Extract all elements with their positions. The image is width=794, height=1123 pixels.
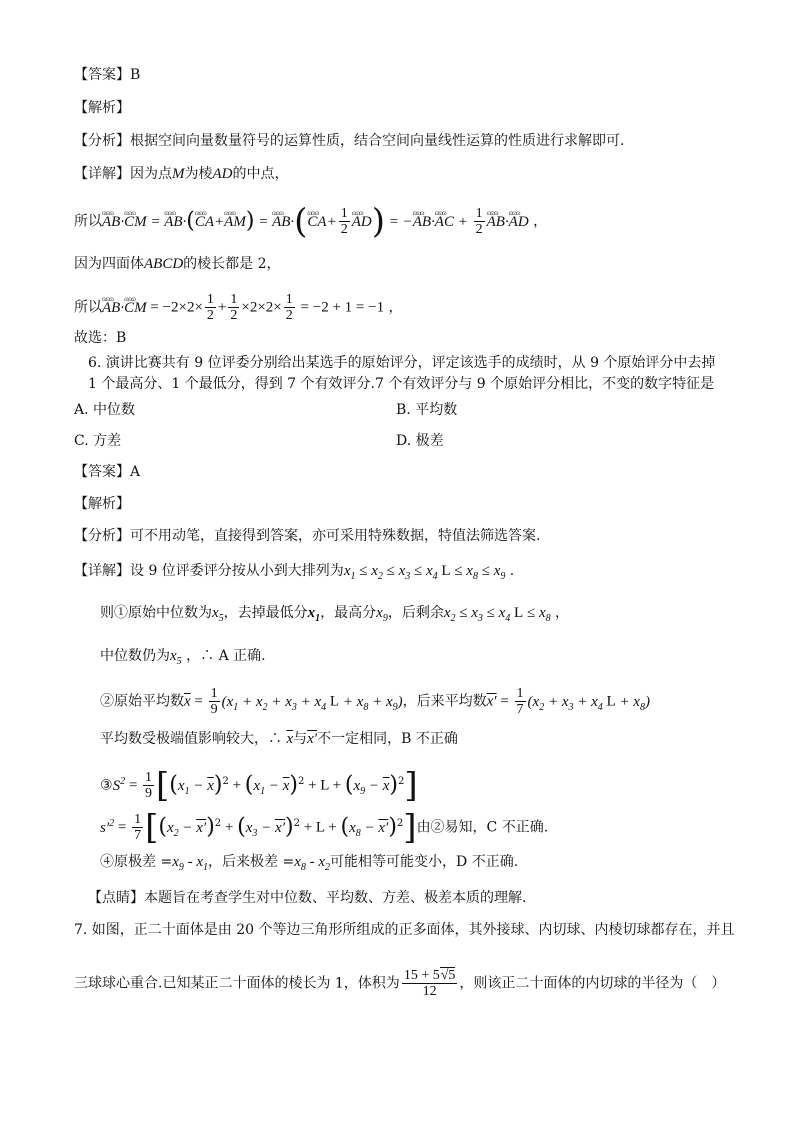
q6-option-a: A. 中位数 (74, 402, 136, 418)
q5-answer: 【答案】B (74, 67, 141, 83)
q6-variance-original: $③S^2$ = $\frac{1}{9}$ $[(x_1 - \overline{x})^2 + (x_1 - \overline{x})^2 + L + (x_9 - \overline{x})^2]$ (100, 765, 418, 806)
q6-stem-line1: 6. 演讲比赛共有 9 位评委分别给出某选手的原始评分，评定该选手的成绩时，从 9 个原始评分中去掉 (88, 355, 716, 371)
q5-detail: 【详解】因为点M为棱AD的中点， (74, 166, 289, 182)
q6-stem-line2: 1 个最高分、1 个最低分，得到 7 个有效评分.7 个有效评分与 9 个原始评分相比，不变的数字特征是 (88, 376, 715, 392)
q5-conclusion: 故选：B (74, 330, 127, 346)
q7-stem-line2: 三球球心重合.已知某正二十面体的棱长为 1，体积为 $\frac{15 + 5√5}{12}$ ，则该正二十面体的内切球的半径为（ ） (74, 968, 726, 999)
q6-jiexi: 【解析】 (74, 496, 130, 512)
q5-edge-length: 因为四面体ABCD的棱长都是 2， (74, 256, 281, 272)
q5-analysis: 【分析】根据空间向量数量符号的运算性质，结合空间向量线性运算的性质进行求解即可. (74, 133, 625, 149)
q6-option-b: B. 平均数 (396, 402, 458, 418)
q6-option-d: D. 极差 (396, 433, 444, 449)
q5-vector-equation: 所以ɷɷɷ AB·ɷɷɷ CM = ɷɷɷ AB·(ɷɷɷ CA+ɷɷɷ AM) = ɷɷɷ AB·(ɷɷɷ CA+ $\frac{1}{2}$ ɷɷɷ AD) = −ɷɷɷ AB·ɷɷɷ AC + $\frac{1}{2}$ ɷɷɷ AB·ɷɷɷ AD ， (74, 206, 547, 237)
q5-dot-product-result: 所以ɷɷɷ AB·ɷɷɷ CM = −2×2× $\frac{1}{2}$ + $\frac{1}{2}$ ×2×2× $\frac{1}{2}$ = −2 + 1 = −1 ， (74, 292, 403, 323)
q6-variance-new: $s'^2$ = $\frac{1}{7}$ $[(x_2 - x')^2 + (x_3 - x')^2 + L + (x_8 - x')^2]$由②易知，C 不正确. (100, 807, 549, 848)
q6-step2: 中位数仍为$x_5$ ，∴ A 正确. (100, 648, 266, 667)
q6-step-range: ④原极差 $=x_9 - x_1$，后来极差 $=x_8 - x_2$可能相等可能变小，D 不正确. (100, 854, 519, 873)
q6-step4: 平均数受极端值影响较大，∴ $\overline{x}$与x′不一定相同，B 不正确 (100, 731, 458, 747)
q6-answer: 【答案】A (74, 464, 141, 480)
q6-option-c: C. 方差 (74, 433, 122, 449)
q6-dianjing: 【点睛】本题旨在考查学生对中位数、平均数、方差、极差本质的理解. (88, 890, 527, 906)
q6-analysis: 【分析】可不用动笔，直接得到答案，亦可采用特殊数据，特值法筛选答案. (74, 528, 541, 544)
q5-jiexi: 【解析】 (74, 100, 130, 116)
q6-step3: ②原始平均数$\overline{x}$ = $\frac{1}{9}$ ($x_1 + x_2 + x_3 + x_4$ $L + x_8 + x_9$)，后来平均数x′ = $\frac{1}{7}$ ($x_2 + x_3 + x_4$ $L + x_8$) (100, 686, 650, 717)
q6-step1: 则①原始中位数为$x_5$，去掉最低分$x_1$，最高分$x_9$，后剩余$x_2 \le x_3 \le x_4$ $L \le x_8$ ， (100, 605, 570, 624)
q6-detail: 【详解】设 9 位评委评分按从小到大排列为$x_1 \le x_2 \le x_3 \le x_4$ $L \le x_8 \le x_9$ . (74, 563, 515, 582)
q7-stem-line1: 7. 如图，正二十面体是由 20 个等边三角形所组成的正多面体，其外接球、内切球、内棱切球都存在，并且 (74, 922, 735, 938)
